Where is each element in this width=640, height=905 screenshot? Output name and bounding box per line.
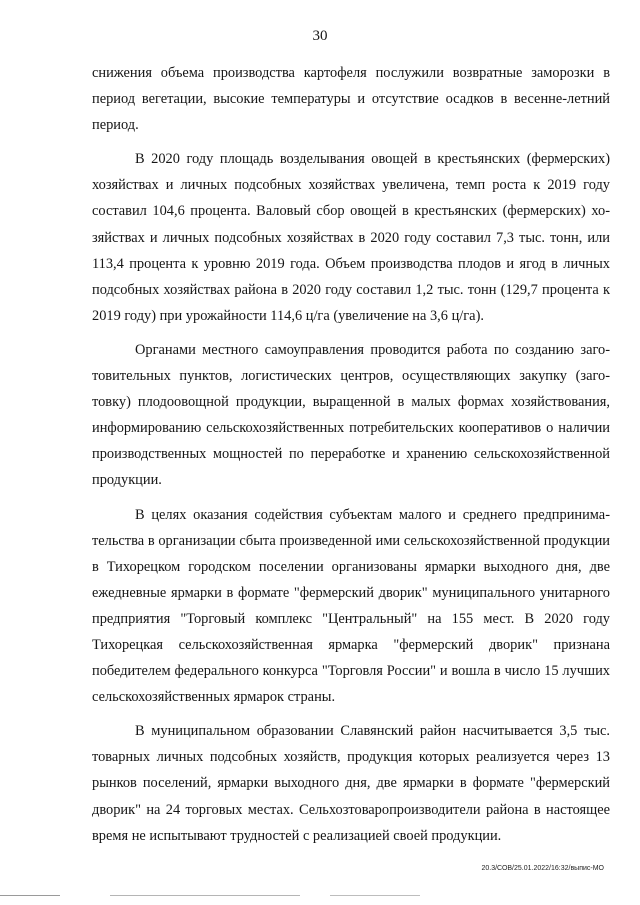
paragraph-1: снижения объема производства картофеля послужили возвратные заморозки в период вегетации, высокие температуры и отсутствие осадков в весенне-летний период. bbox=[92, 65, 610, 134]
page-number: 30 bbox=[312, 28, 328, 44]
footer-document-code: 20.3/СОВ/25.01.2022/16:32/выпис-МО bbox=[481, 865, 604, 872]
paragraph-5: В муниципальном образовании Славянский район насчитывается 3,5 тыс. товарных личных подсобных хозяйств, продукция которых реализуется через 13 рынков поселений, ярмарки выходного дня, две ярмарки в формате "фермерский дворик" на 24 торговых местах. Сельхозтоваропроизводители района в настоящее время не испытывают трудностей с реализацией своей продукции. bbox=[92, 723, 610, 844]
paragraph-2: В 2020 году площадь возделывания овощей в крестьянских (фермерских) хозяйствах и личных подсобных хозяйствах увеличена, темп роста к 2019 году составил 104,6 процента. Валовый сбор овощей в крестьянских (фермерских) хозяйствах и личных подсобных хозяйствах в 2020 году составил 7,3 тыс. тонн, или 113,4 процента к уровню 2019 года. Объем производства плодов и ягод в личных подсобных хозяйствах района в 2020 году составил 1,2 тыс. тонн (129,7 процента к 2019 году) при урожайности 114,6 ц/га (увеличение на 3,6 ц/га). bbox=[92, 151, 610, 324]
paragraph-3: Органами местного самоуправления проводится работа по созданию заготовительных пунктов, логистических центров, осуществляющих закупку (заготовку) плодоовощной продукции, выращенной в малых формах хозяйствования, информированию сельскохозяйственных потребительских кооперативов о наличии производственных мощностей по переработке и хранению сельскохозяйственной продукции. bbox=[92, 341, 610, 489]
document-body bbox=[92, 60, 610, 857]
scan-edge-line bbox=[0, 895, 640, 896]
paragraph-4: В целях оказания содействия субъектам малого и среднего предпринимательства в организации сбыта произведенной ими сельскохозяйственной продукции в Тихорецком городском поселении организованы ярмарки выходного дня, две ежедневные ярмарки в формате "фермерский дворик" муниципального унитарного предприятия "Торговый комплекс "Центральный" на 155 мест. В 2020 году Тихорецкая сельскохозяйственная ярмарка "фермерский дворик" признана победителем федерального конкурса "Торговля России" и вошла в число 15 лучших сельскохозяйственных ярмарок страны. bbox=[92, 506, 610, 706]
